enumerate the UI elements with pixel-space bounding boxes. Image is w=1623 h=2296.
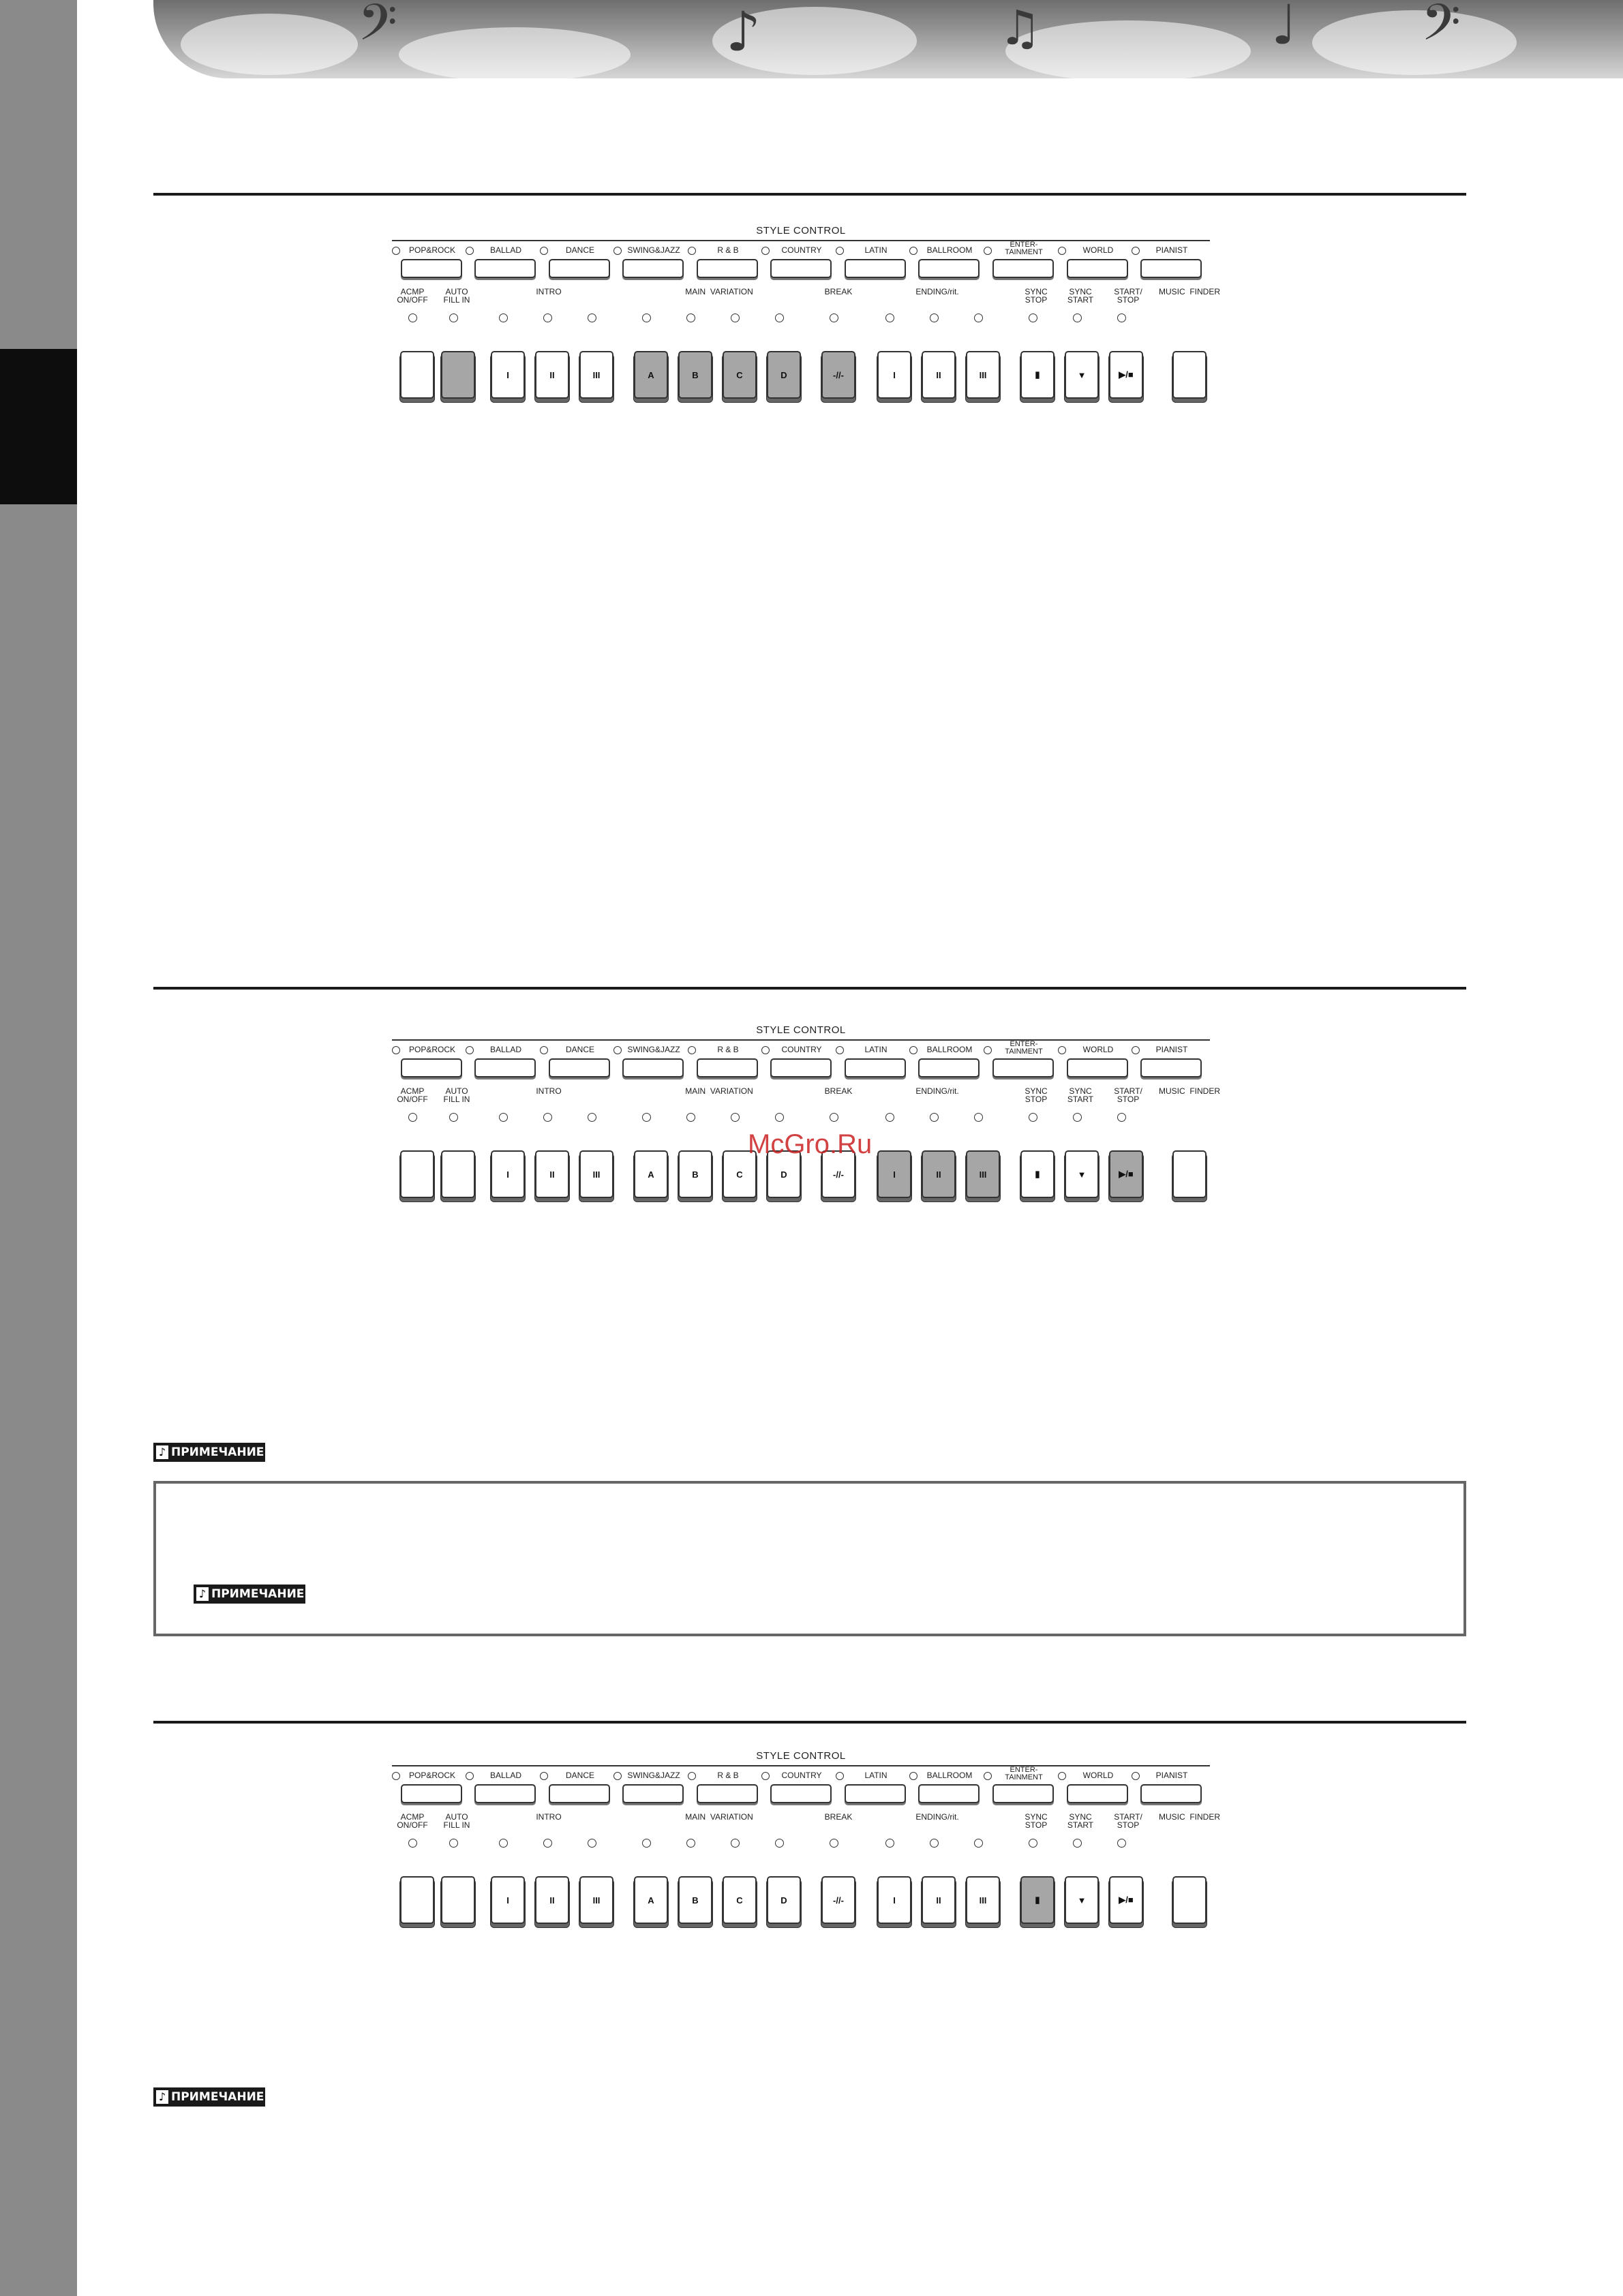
main-b-button[interactable]: B — [678, 1150, 712, 1198]
music-note-icon: ♪ — [156, 1445, 168, 1459]
indicator-led — [930, 313, 939, 322]
music-note-icon: ♪ — [156, 2090, 168, 2104]
category-label: POP&ROCK — [408, 245, 455, 255]
style-control-title: STYLE CONTROL — [756, 1024, 846, 1036]
category-button-group — [688, 1045, 759, 1086]
indicator-led — [830, 1113, 838, 1122]
category-label: R & B — [717, 245, 739, 255]
group-label: MAIN VARIATION — [685, 1812, 753, 1822]
category-button-group — [540, 1045, 611, 1086]
category-button-group — [392, 245, 463, 286]
main-b-button[interactable]: B — [678, 351, 712, 399]
indicator-led — [1029, 313, 1037, 322]
break-button[interactable]: -//- — [821, 351, 855, 399]
sync-stop-button[interactable]: ▮ — [1020, 1150, 1055, 1198]
category-button-group — [984, 1040, 1055, 1086]
indicator-led — [686, 1839, 695, 1848]
category-button-group — [1132, 1045, 1202, 1086]
category-button[interactable] — [770, 1058, 832, 1077]
category-label: BALLAD — [489, 1771, 522, 1780]
start-stop-button[interactable]: ▶/■ — [1109, 1876, 1143, 1924]
category-button-group — [984, 241, 1055, 286]
category-button-group — [613, 1045, 684, 1086]
indicator-led — [686, 313, 695, 322]
category-led — [392, 1046, 400, 1054]
category-label: BALLAD — [489, 245, 522, 255]
category-label: BALLROOM — [926, 1045, 973, 1054]
category-button-group — [836, 245, 907, 286]
category-led — [836, 247, 844, 255]
indicator-led — [885, 313, 894, 322]
indicator-led — [731, 1839, 740, 1848]
category-label: WORLD — [1082, 1045, 1114, 1054]
category-button[interactable] — [622, 1784, 684, 1803]
category-label: DANCE — [565, 245, 594, 255]
acmp-button[interactable] — [400, 1150, 434, 1198]
style-control-panel — [392, 1024, 1220, 1222]
group-label: ACMP ON/OFF — [397, 1086, 428, 1104]
title-underline — [392, 1765, 1210, 1766]
indicator-led — [449, 1113, 458, 1122]
indicator-led — [775, 1113, 784, 1122]
category-label: LATIN — [864, 1771, 888, 1780]
category-label: WORLD — [1082, 1771, 1114, 1780]
indicator-led — [830, 1839, 838, 1848]
category-button[interactable] — [549, 1058, 610, 1077]
category-button[interactable] — [1067, 259, 1128, 278]
category-label: ENTER- TAINMENT — [1005, 241, 1043, 256]
category-button[interactable] — [918, 1784, 980, 1803]
ending-1-button[interactable]: I — [877, 1150, 911, 1198]
title-underline — [392, 240, 1210, 241]
category-button-group — [466, 245, 536, 286]
ending-3-button[interactable]: III — [966, 1150, 1000, 1198]
group-label: AUTO FILL IN — [443, 287, 470, 305]
section-rule — [153, 1721, 1466, 1724]
category-label: ENTER- TAINMENT — [1005, 1766, 1043, 1781]
style-control-panel — [392, 225, 1220, 423]
note-box — [153, 1481, 1466, 1636]
intro-2-button[interactable]: II — [535, 351, 569, 399]
category-button-group — [909, 1771, 980, 1811]
indicator-led — [642, 1113, 651, 1122]
main-a-button[interactable]: A — [634, 1150, 668, 1198]
category-button-group — [466, 1045, 536, 1086]
category-label: DANCE — [565, 1045, 594, 1054]
category-button[interactable] — [992, 1784, 1054, 1803]
ending-3-button[interactable]: III — [966, 1876, 1000, 1924]
indicator-led — [930, 1839, 939, 1848]
category-button-group — [761, 245, 832, 286]
category-led — [540, 247, 548, 255]
category-button[interactable] — [697, 1058, 758, 1077]
style-control-title: STYLE CONTROL — [756, 1750, 846, 1762]
indicator-led — [830, 313, 838, 322]
category-label: COUNTRY — [781, 1045, 822, 1054]
indicator-led — [588, 1113, 596, 1122]
main-d-button[interactable]: D — [767, 1876, 801, 1924]
category-button[interactable] — [474, 259, 536, 278]
indicator-led — [499, 313, 508, 322]
category-led — [1058, 247, 1066, 255]
category-led — [1132, 1046, 1140, 1054]
music-note-icon: ♩ — [1271, 0, 1297, 57]
category-button[interactable] — [1140, 259, 1202, 278]
category-label: COUNTRY — [781, 245, 822, 255]
category-button-group — [1132, 245, 1202, 286]
category-button[interactable] — [622, 1058, 684, 1077]
category-label: PIANIST — [1155, 1771, 1188, 1780]
acmp-button[interactable] — [400, 1876, 434, 1924]
main-c-button[interactable]: C — [723, 351, 757, 399]
group-label: SYNC START — [1067, 1812, 1094, 1830]
category-button-group — [540, 1771, 611, 1811]
indicator-led — [1073, 313, 1082, 322]
indicator-led — [408, 313, 417, 322]
category-led — [392, 1772, 400, 1780]
indicator-led — [543, 313, 552, 322]
group-label: START/ STOP — [1114, 287, 1142, 305]
category-button[interactable] — [845, 1058, 906, 1077]
category-button-group — [761, 1045, 832, 1086]
category-button-group — [1058, 245, 1129, 286]
indicator-led — [543, 1839, 552, 1848]
main-b-button[interactable]: B — [678, 1876, 712, 1924]
category-button[interactable] — [770, 259, 832, 278]
intro-2-button[interactable]: II — [535, 1876, 569, 1924]
category-led — [836, 1046, 844, 1054]
category-led — [761, 1046, 770, 1054]
group-label: BREAK — [824, 1812, 853, 1822]
category-label: LATIN — [864, 245, 888, 255]
ending-2-button[interactable]: II — [922, 351, 956, 399]
title-underline — [392, 1039, 1210, 1041]
sync-stop-button[interactable]: ▮ — [1020, 351, 1055, 399]
group-label: ENDING/rit. — [915, 287, 959, 296]
category-button-group — [909, 1045, 980, 1086]
ending-2-button[interactable]: II — [922, 1150, 956, 1198]
indicator-led — [775, 313, 784, 322]
category-button-group — [761, 1771, 832, 1811]
indicator-led — [1029, 1839, 1037, 1848]
ending-1-button[interactable]: I — [877, 1876, 911, 1924]
category-button-group — [392, 1771, 463, 1811]
break-button[interactable]: -//- — [821, 1150, 855, 1198]
category-button-group — [613, 245, 684, 286]
category-button-group — [1058, 1771, 1129, 1811]
category-led — [613, 247, 622, 255]
sync-start-button[interactable]: ▼ — [1065, 351, 1099, 399]
category-label: PIANIST — [1155, 245, 1188, 255]
indicator-led — [499, 1113, 508, 1122]
category-button-group — [688, 245, 759, 286]
category-led — [688, 1046, 696, 1054]
main-d-button[interactable]: D — [767, 1150, 801, 1198]
music-finder-button[interactable] — [1172, 1150, 1207, 1198]
category-button-group — [1132, 1771, 1202, 1811]
category-label: SWING&JAZZ — [627, 1045, 680, 1054]
category-button[interactable] — [401, 1058, 462, 1077]
indicator-led — [974, 1113, 983, 1122]
intro-1-button[interactable]: I — [491, 1150, 525, 1198]
group-label: MUSIC FINDER — [1159, 1812, 1220, 1822]
category-button-group — [1058, 1045, 1129, 1086]
indicator-led — [642, 1839, 651, 1848]
category-button-group — [540, 245, 611, 286]
category-label: R & B — [717, 1771, 739, 1780]
indicator-led — [775, 1839, 784, 1848]
group-label: SYNC STOP — [1025, 1086, 1048, 1104]
category-label: LATIN — [864, 1045, 888, 1054]
category-label: ENTER- TAINMENT — [1005, 1040, 1043, 1056]
category-led — [761, 1772, 770, 1780]
group-label: MUSIC FINDER — [1159, 287, 1220, 296]
section-rule — [153, 987, 1466, 990]
watermark: McGro.Ru — [748, 1129, 873, 1159]
category-button[interactable] — [1067, 1784, 1128, 1803]
category-led — [540, 1046, 548, 1054]
category-led — [1132, 247, 1140, 255]
intro-1-button[interactable]: I — [491, 351, 525, 399]
break-button[interactable]: -//- — [821, 1876, 855, 1924]
group-label: MAIN VARIATION — [685, 287, 753, 296]
category-button-group — [466, 1771, 536, 1811]
category-label: BALLAD — [489, 1045, 522, 1054]
auto-fill-button[interactable] — [441, 1876, 475, 1924]
indicator-led — [1117, 313, 1126, 322]
style-control-panel — [392, 1750, 1220, 1948]
category-button[interactable] — [401, 1784, 462, 1803]
main-c-button[interactable]: C — [723, 1150, 757, 1198]
category-button[interactable] — [1067, 1058, 1128, 1077]
indicator-led — [1029, 1113, 1037, 1122]
indicator-led — [449, 1839, 458, 1848]
group-label: SYNC START — [1067, 287, 1094, 305]
category-button[interactable] — [401, 259, 462, 278]
group-label: SYNC STOP — [1025, 1812, 1048, 1830]
category-button-group — [836, 1771, 907, 1811]
indicator-led — [408, 1839, 417, 1848]
category-led — [466, 1772, 474, 1780]
page-edge-sidebar — [0, 0, 77, 2296]
group-label: BREAK — [824, 1086, 853, 1096]
indicator-led — [885, 1113, 894, 1122]
group-label: MAIN VARIATION — [685, 1086, 753, 1096]
indicator-led — [1117, 1113, 1126, 1122]
auto-fill-button[interactable] — [441, 1150, 475, 1198]
category-button[interactable] — [697, 259, 758, 278]
group-label: ENDING/rit. — [915, 1086, 959, 1096]
indicator-led — [930, 1113, 939, 1122]
category-button[interactable] — [918, 259, 980, 278]
category-button[interactable] — [845, 1784, 906, 1803]
start-stop-button[interactable]: ▶/■ — [1109, 1150, 1143, 1198]
main-c-button[interactable]: C — [723, 1876, 757, 1924]
category-led — [836, 1772, 844, 1780]
music-note-icon: 𝄢 — [1421, 0, 1461, 65]
group-label: ENDING/rit. — [915, 1812, 959, 1822]
group-label: AUTO FILL IN — [443, 1812, 470, 1830]
ending-3-button[interactable]: III — [966, 351, 1000, 399]
category-button[interactable] — [474, 1784, 536, 1803]
category-button[interactable] — [918, 1058, 980, 1077]
note-badge: ♪ ПРИМЕЧАНИЕ — [194, 1585, 305, 1604]
category-led — [1058, 1046, 1066, 1054]
category-led — [688, 247, 696, 255]
indicator-led — [731, 313, 740, 322]
main-d-button[interactable]: D — [767, 351, 801, 399]
category-button-group — [613, 1771, 684, 1811]
intro-3-button[interactable]: III — [579, 1150, 613, 1198]
category-label: BALLROOM — [926, 1771, 973, 1780]
category-led — [984, 1046, 992, 1054]
section-rule — [153, 193, 1466, 196]
music-note-icon: 𝄢 — [358, 0, 397, 65]
category-label: POP&ROCK — [408, 1771, 455, 1780]
group-label: INTRO — [536, 1812, 562, 1822]
category-button[interactable] — [474, 1058, 536, 1077]
group-label: ACMP ON/OFF — [397, 1812, 428, 1830]
category-label: SWING&JAZZ — [627, 245, 680, 255]
category-led — [540, 1772, 548, 1780]
group-label: INTRO — [536, 287, 562, 296]
group-label: BREAK — [824, 287, 853, 296]
category-label: BALLROOM — [926, 245, 973, 255]
category-button[interactable] — [770, 1784, 832, 1803]
start-stop-button[interactable]: ▶/■ — [1109, 351, 1143, 399]
category-button[interactable] — [549, 1784, 610, 1803]
category-button[interactable] — [845, 259, 906, 278]
intro-2-button[interactable]: II — [535, 1150, 569, 1198]
category-led — [909, 1046, 917, 1054]
music-note-icon: ♫ — [999, 0, 1042, 56]
category-button[interactable] — [992, 1058, 1054, 1077]
category-led — [984, 247, 992, 255]
sync-stop-button[interactable]: ▮ — [1020, 1876, 1055, 1924]
indicator-led — [588, 1839, 596, 1848]
ending-1-button[interactable]: I — [877, 351, 911, 399]
category-button[interactable] — [1140, 1058, 1202, 1077]
category-button-group — [688, 1771, 759, 1811]
auto-fill-button[interactable] — [441, 351, 475, 399]
intro-3-button[interactable]: III — [579, 1876, 613, 1924]
category-button[interactable] — [549, 259, 610, 278]
music-note-icon: ♪ — [726, 0, 761, 63]
indicator-led — [588, 313, 596, 322]
intro-3-button[interactable]: III — [579, 351, 613, 399]
category-button[interactable] — [697, 1784, 758, 1803]
category-led — [688, 1772, 696, 1780]
group-label: SYNC STOP — [1025, 287, 1048, 305]
category-label: SWING&JAZZ — [627, 1771, 680, 1780]
music-finder-button[interactable] — [1172, 1876, 1207, 1924]
category-led — [613, 1772, 622, 1780]
main-a-button[interactable]: A — [634, 351, 668, 399]
group-label: MUSIC FINDER — [1159, 1086, 1220, 1096]
category-button-group — [392, 1045, 463, 1086]
category-label: R & B — [717, 1045, 739, 1054]
indicator-led — [974, 1839, 983, 1848]
category-label: COUNTRY — [781, 1771, 822, 1780]
category-led — [984, 1772, 992, 1780]
indicator-led — [686, 1113, 695, 1122]
group-label: START/ STOP — [1114, 1086, 1142, 1104]
category-button-group — [836, 1045, 907, 1086]
sync-start-button[interactable]: ▼ — [1065, 1150, 1099, 1198]
category-led — [613, 1046, 622, 1054]
indicator-led — [408, 1113, 417, 1122]
category-led — [909, 247, 917, 255]
category-led — [1132, 1772, 1140, 1780]
chapter-tab — [0, 349, 77, 504]
category-led — [761, 247, 770, 255]
category-label: POP&ROCK — [408, 1045, 455, 1054]
music-finder-button[interactable] — [1172, 351, 1207, 399]
note-badge: ♪ ПРИМЕЧАНИЕ — [153, 2087, 265, 2107]
category-button[interactable] — [992, 259, 1054, 278]
note-badge: ♪ ПРИМЕЧАНИЕ — [153, 1443, 265, 1462]
indicator-led — [499, 1839, 508, 1848]
group-label: START/ STOP — [1114, 1812, 1142, 1830]
indicator-led — [1117, 1839, 1126, 1848]
header-banner — [153, 0, 1623, 78]
category-button-group — [909, 245, 980, 286]
category-led — [1058, 1772, 1066, 1780]
group-label: SYNC START — [1067, 1086, 1094, 1104]
indicator-led — [543, 1113, 552, 1122]
category-button[interactable] — [622, 259, 684, 278]
indicator-led — [731, 1113, 740, 1122]
indicator-led — [1073, 1839, 1082, 1848]
indicator-led — [449, 313, 458, 322]
category-label: DANCE — [565, 1771, 594, 1780]
category-led — [466, 247, 474, 255]
group-label: ACMP ON/OFF — [397, 287, 428, 305]
acmp-button[interactable] — [400, 351, 434, 399]
category-led — [466, 1046, 474, 1054]
intro-1-button[interactable]: I — [491, 1876, 525, 1924]
indicator-led — [642, 313, 651, 322]
main-a-button[interactable]: A — [634, 1876, 668, 1924]
category-led — [392, 247, 400, 255]
indicator-led — [1073, 1113, 1082, 1122]
music-note-icon: ♪ — [196, 1587, 209, 1601]
indicator-led — [974, 313, 983, 322]
group-label: INTRO — [536, 1086, 562, 1096]
sync-start-button[interactable]: ▼ — [1065, 1876, 1099, 1924]
ending-2-button[interactable]: II — [922, 1876, 956, 1924]
style-control-title: STYLE CONTROL — [756, 225, 846, 236]
category-label: PIANIST — [1155, 1045, 1188, 1054]
category-button[interactable] — [1140, 1784, 1202, 1803]
category-label: WORLD — [1082, 245, 1114, 255]
group-label: AUTO FILL IN — [443, 1086, 470, 1104]
indicator-led — [885, 1839, 894, 1848]
category-led — [909, 1772, 917, 1780]
category-button-group — [984, 1766, 1055, 1811]
